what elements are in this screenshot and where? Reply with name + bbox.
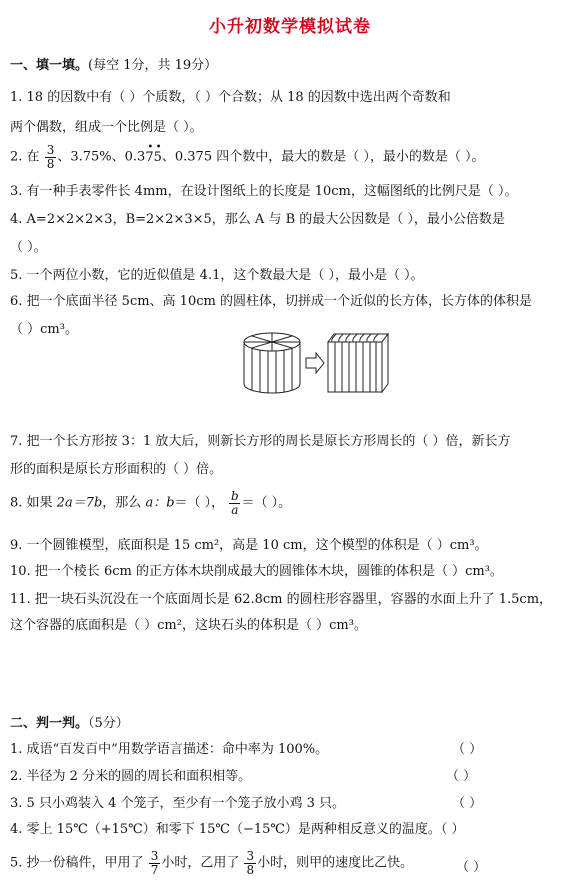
question-5: 5. 一个两位小数，它的近似值是 4.1，这个数最大是（ ），最小是（ ）。 [10,268,424,283]
q8-ratio: a：b [145,495,175,511]
q8-fraction-num: b [231,489,239,503]
question-11-line1: 11. 把一块石头沉没在一个底面周长是 62.8cm 的圆柱形容器里，容器的水面上升了 1.5cm， [10,592,553,607]
exam-title: 小升初数学模拟试卷 [209,17,371,37]
q8-mid: ，那么 [102,495,146,511]
question-3: 3. 有一种手表零件长 4mm，在设计图纸上的长度是 10cm，这幅图纸的比例尺是（ ）。 [10,184,518,199]
question-9: 9. 一个圆锥模型，底面积是 15 cm²，高是 10 cm，这个模型的体积是（ ）cm³。 [10,538,488,553]
judge-1: 1. 成语“百发百中”用数学语言描述：命中率为 100%。 [10,742,329,757]
judge-3: 3. 5 只小鸡装入 4 个笼子，至少有一个笼子放小鸡 3 只。 [10,796,346,811]
q8-fraction [229,490,240,516]
judge-2: 2. 半径为 2 分米的圆的周长和面积相等。 [10,769,252,784]
q2-suffix: 、0.375 四个数中，最大的数是（ ），最小的数是（ ）。 [161,149,485,165]
q2-repeat-digit-2: 5 • [153,141,162,165]
question-7-line2: 形的面积是原长方形面积的（ ）倍。 [10,462,223,477]
q2-fraction-num: 3 [46,143,55,157]
question-2 [10,141,485,171]
q8-suffix: ＝（ ）。 [241,495,292,511]
q2-repeat-digit-1: 7 • [145,141,154,165]
j5-suffix: 小时，则甲的速度比乙快。 [257,855,414,871]
q2-mid: 、3.75%、0.3 [57,149,146,165]
question-1-line1: 1. 18 的因数中有（ ）个质数，（ ）个合数；从 18 的因数中选出两个奇数和 [10,90,451,105]
j5-fraction-1-num: 3 [150,849,159,863]
question-8 [10,490,291,516]
question-7-line1: 7. 把一个长方形按 3：1 放大后，则新长方形的周长是原长方形周长的（ ）倍，新长方 [10,434,511,449]
j5-fraction-2 [244,850,256,876]
j5-fraction-1-den: 7 [150,862,159,877]
cylinder-to-cuboid-figure [240,328,390,396]
j5-prefix: 5. 抄一份稿件，甲用了 [10,855,144,871]
arrow-shape [306,353,324,373]
question-1-line2: 两个偶数，组成一个比例是（ ）。 [10,120,203,135]
j5-mid: 小时，乙用了 [161,855,240,871]
judge-1-paren: （ ） [452,742,483,757]
q8-eq2: ＝（ ）， [174,495,225,511]
judge-5 [10,850,413,876]
j5-fraction-1 [149,850,161,876]
section1-heading-text: 一、填一填。 [10,58,89,73]
cylinder-shape [244,333,300,393]
j5-fraction-2-den: 8 [246,862,255,877]
question-10: 10. 把一个棱长 6cm 的正方体木块削成最大的圆锥体木块，圆锥的体积是（ ）cm³。 [10,564,503,579]
judge-4: 4. 零上 15℃（+15℃）和零下 15℃（−15℃）是两种相反意义的温度。（ ） [10,822,465,837]
judge-3-paren: （ ） [452,796,483,811]
judge-5-paren: （ ） [456,860,487,875]
q2-fraction-den: 8 [46,156,55,171]
q8-fraction-den: a [231,502,239,517]
q2-fraction [45,144,57,170]
q8-prefix: 8. 如果 [10,495,57,511]
judge-2-paren: （ ） [446,769,477,784]
question-6-line2: （ ）cm³。 [10,322,78,337]
q8-equation: 2a＝7b [56,495,103,511]
q2-prefix: 2. 在 [10,149,40,165]
section1-note: (每空 1分，共 19分） [88,58,218,73]
question-4-line1: 4. A=2×2×2×3，B=2×2×3×5，那么 A 与 B 的最大公因数是（ ），最小公倍数是 [10,212,505,227]
question-4-line2: （ ）。 [10,240,47,255]
question-6-line1: 6. 把一个底面半径 5cm、高 10cm 的圆柱体，切拼成一个近似的长方体，长方体的体积是 [10,294,532,309]
section2-note: （5分） [88,716,129,731]
j5-fraction-2-num: 3 [246,849,255,863]
section2-heading-text: 二、判一判。 [10,716,89,731]
section2-heading [10,712,129,731]
question-11-line2: 这个容器的底面积是（ ）cm²，这块石头的体积是（ ）cm³。 [10,618,367,633]
cuboid-shape [328,334,388,392]
section1-heading [10,54,217,73]
